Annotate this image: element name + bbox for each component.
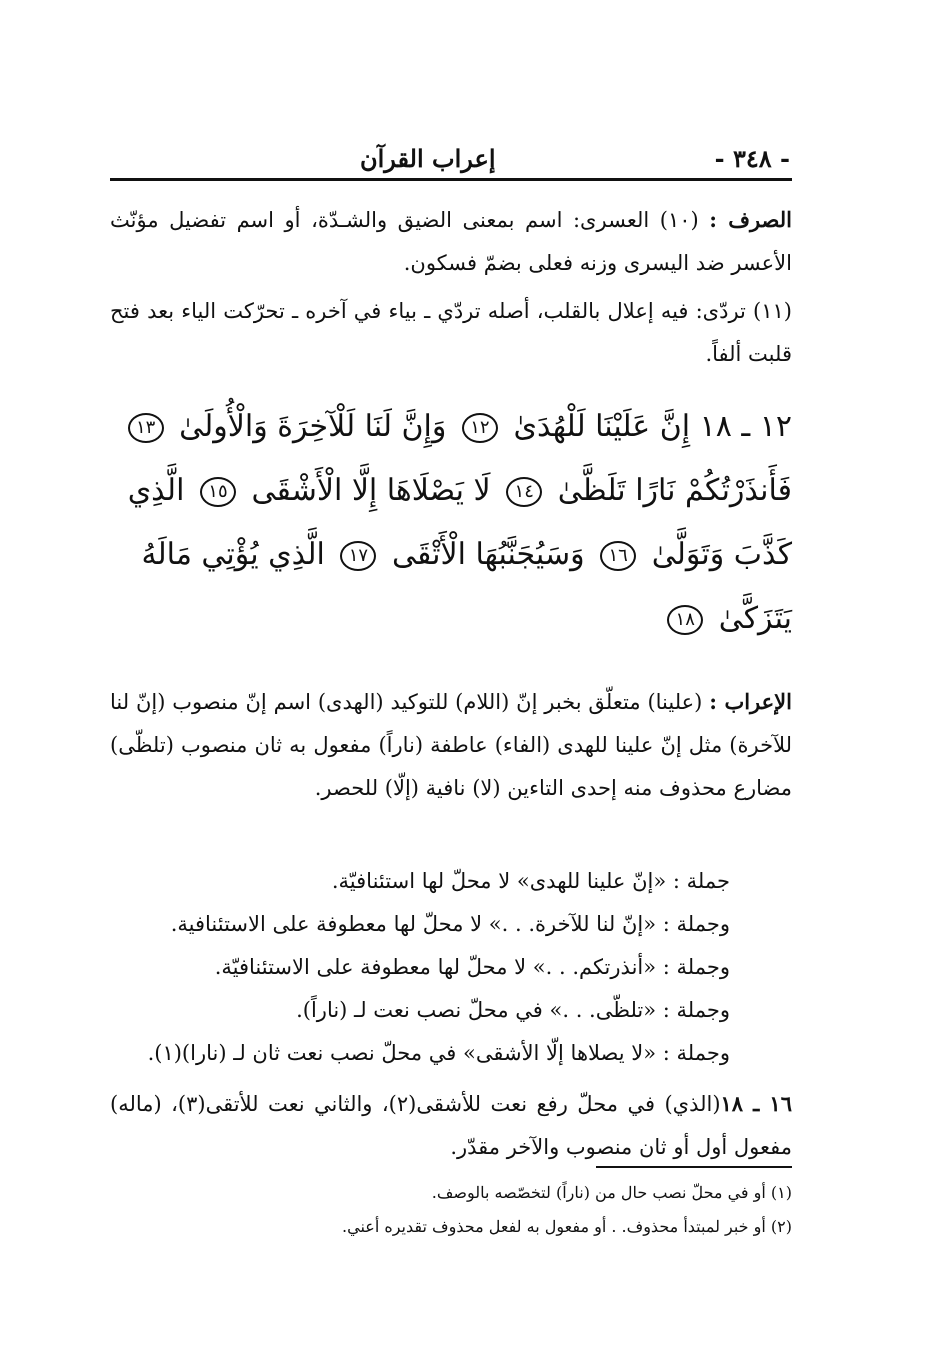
irab-paragraph: [110, 680, 792, 810]
sarf-text: (١٠) العسرى: اسم بمعنى الضيق والشـدّة، أو اسم تفضيل مؤنّث الأعسر ضد اليسرى وزنه فعلى بضمّ فسكون.: [110, 208, 792, 275]
verse-text: وَإِنَّ لَنَا لَلْآخِرَةَ وَالْأُولَىٰ: [179, 409, 447, 444]
verse-line: [110, 587, 792, 651]
page-number: - ٣٤٨ -: [714, 143, 790, 173]
verse-number-marker: ١٧: [340, 541, 376, 571]
running-title: إعراب القرآن: [360, 143, 496, 173]
sarf-note-11-text: (١١) تردّى: فيه إعلال بالقلب، أصله تردّي ـ بياء في آخره ـ تحرّكت الياء بعد فتح قلبت ألفاً.: [110, 299, 792, 366]
footnote: (٢) أو خبر لمبتدأ محذوف. . أو مفعول به لفعل محذوف تقديره أعني.: [342, 1217, 792, 1236]
verses-16-18-paragraph: [110, 1082, 792, 1169]
sarf-heading: الصرف :: [709, 207, 792, 232]
verse-text: الَّذِي: [127, 473, 185, 508]
verse-number-marker: ١٨: [667, 605, 703, 635]
verse-line: [110, 459, 792, 523]
header-rule: [110, 178, 792, 181]
footnote: (١) أو في محلّ نصب حال من (ناراً) لتخصّصه بالوصف.: [431, 1183, 792, 1202]
verse-text: يَتَزَكَّىٰ: [718, 601, 792, 636]
verse-text: وَسَيُجَنَّبُهَا الْأَتْقَى: [391, 537, 585, 572]
verse-text: ١٢ ـ ١٨ إِنَّ عَلَيْنَا لَلْهُدَىٰ: [513, 409, 792, 444]
verse-text: لَا يَصْلَاهَا إِلَّا الْأَشْقَى: [251, 473, 491, 508]
sentence-row: وجملة : «تلظّى. . .» في محلّ نصب نعت لـ (ناراً).: [296, 998, 730, 1022]
verse-number-marker: ١٣: [128, 413, 164, 443]
verse-text: الَّذِي يُؤْتِي مَالَهُ: [141, 537, 325, 572]
footnote-rule: [596, 1166, 792, 1168]
sentences-list: [110, 860, 730, 1075]
sentence-row: جملة : «إنّ علينا للهدى» لا محلّ لها استئنافيّة.: [331, 869, 730, 893]
verse-number-marker: ١٦: [600, 541, 636, 571]
page-header: [110, 138, 790, 178]
verse-text: كَذَّبَ وَتَوَلَّىٰ: [651, 537, 792, 572]
sentence-row: وجملة : «لا يصلاها إلّا الأشقى» في محلّ نصب نعت ثان لـ (نارا)(١).: [147, 1041, 730, 1065]
verses-16-18-text: (الذي) في محلّ رفع نعت للأشقى(٢)، والثاني نعت للأتقى(٣)، (ماله) مفعول أول أو ثان منصوب والآخر مقدّر.: [110, 1092, 792, 1159]
irab-text: (علينا) متعلّق بخبر إنّ (اللام) للتوكيد (الهدى) اسم إنّ منصوب (إنّ لنا للآخرة) مثل إنّ علينا للهدى (الفاء) عاطفة (ناراً) مفعول به ثان منصوب (تلظّى) مضارع محذوف منه إحدى التاءين (لا) نافية (إلّا) للحصر.: [110, 690, 792, 800]
verse-line: [110, 523, 792, 587]
sentence-row: وجملة : «أنذرتكم. . .» لا محلّ لها معطوفة على الاستئنافيّة.: [214, 955, 730, 979]
verses-16-18-label: ١٦ ـ ١٨: [720, 1091, 792, 1116]
sarf-note-11: [110, 290, 792, 376]
verse-number-marker: ١٥: [200, 477, 236, 507]
quran-verses: [110, 395, 792, 651]
verse-number-marker: ١٢: [462, 413, 498, 443]
sarf-paragraph: [110, 198, 792, 285]
footnotes: [110, 1176, 792, 1244]
irab-heading: الإعراب :: [709, 689, 792, 714]
verse-text: فَأَنذَرْتُكُمْ نَارًا تَلَظَّىٰ: [557, 473, 792, 508]
sentence-row: وجملة : «إنّ لنا للآخرة. . .» لا محلّ لها معطوفة على الاستئنافية.: [170, 912, 730, 936]
verse-line: [110, 395, 792, 459]
verse-number-marker: ١٤: [506, 477, 542, 507]
